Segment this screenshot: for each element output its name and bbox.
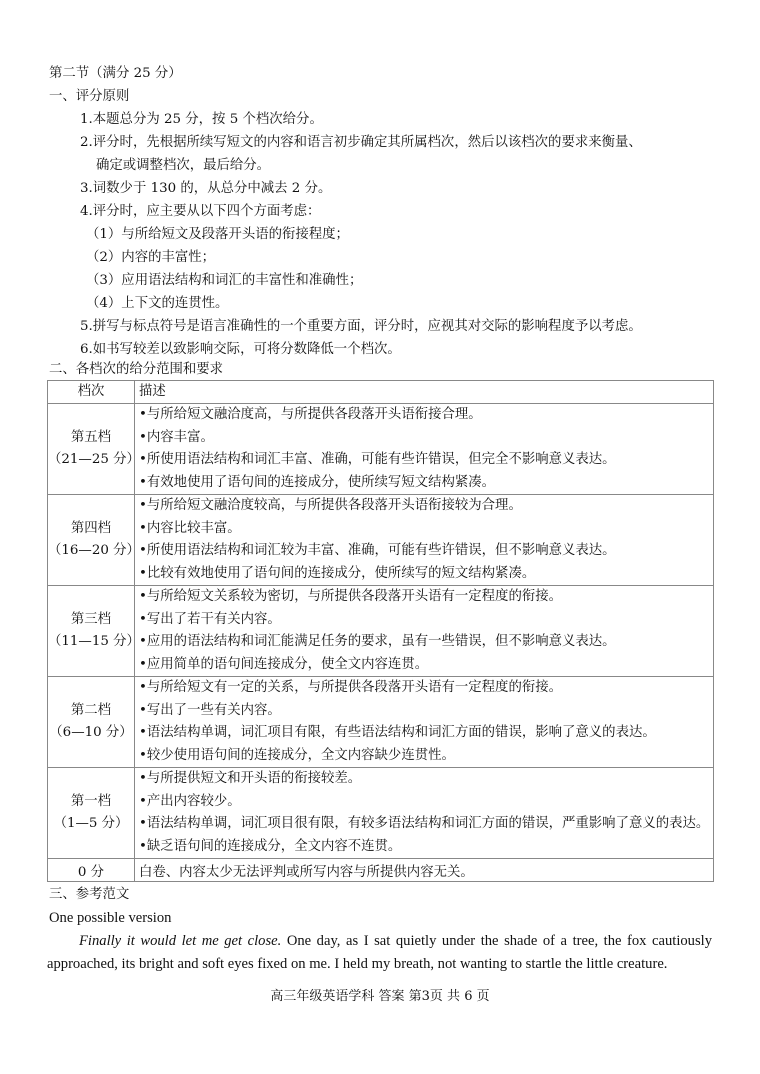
criterion: •内容比较丰富。 (139, 520, 241, 536)
description-cell (135, 404, 714, 495)
table-row (48, 586, 714, 677)
level-range: （16—20 分） (48, 543, 140, 558)
description-cell (135, 768, 714, 859)
criterion: •与所给短文有一定的关系，与所提供各段落开头语有一定程度的衔接。 (139, 680, 563, 695)
essay-body: One day, as I sat quietly under the shade of a tree, the fox cautiously approached, its bright and soft eyes fixed on me. I held my breath, not wanting to startle the little creature. (47, 933, 712, 972)
criterion: •语法结构单调，词汇项目很有限，有较多语法结构和词汇方面的错误，严重影响了意义的表达。 (139, 816, 710, 831)
table-row (48, 404, 714, 495)
level-range: （1—5 分） (53, 816, 129, 831)
table-row (48, 768, 714, 859)
criterion: •语法结构单调，词汇项目有限，有些语法结构和词汇方面的错误，影响了意义的表达。 (139, 725, 656, 740)
criterion: •应用简单的语句间连接成分，使全文内容连贯。 (139, 656, 429, 672)
essay-version-label: One possible version (49, 910, 172, 926)
rule-subitem: （1）与所给短文及段落开头语的衔接程度； (86, 227, 349, 242)
header-level: 档次 (48, 381, 135, 404)
criterion: •写出了若干有关内容。 (139, 611, 281, 627)
criterion: •较少使用语句间的连接成分，全文内容缺少连贯性。 (139, 747, 455, 763)
rule-subitem: （2）内容的丰富性； (86, 250, 216, 265)
table-header-row (48, 381, 714, 404)
criterion: •与所给短文关系较为密切，与所提供各段落开头语有一定程度的衔接。 (139, 589, 563, 604)
table-row (48, 495, 714, 586)
description-cell (135, 586, 714, 677)
criterion: •与所给短文融洽度较高，与所提供各段落开头语衔接较为合理。 (139, 498, 522, 513)
description-cell: 白卷、内容太少无法评判或所写内容与所提供内容无关。 (135, 859, 714, 882)
criterion: •应用的语法结构和词汇能满足任务的要求，虽有一些错误，但不影响意义表达。 (139, 634, 616, 649)
level-cell (48, 495, 140, 586)
level-name: 第一档 (70, 794, 112, 809)
essay-opening: Finally it would let me get close. (79, 933, 282, 949)
part1-heading: 一、评分原则 (49, 89, 130, 104)
criterion: •与所给短文融洽度高，与所提供各段落开头语衔接合理。 (139, 407, 482, 422)
criterion: •产出内容较少。 (139, 793, 241, 809)
description-cell (135, 495, 714, 586)
rule-item: 3.词数少于 130 的，从总分中减去 2 分。 (80, 181, 332, 196)
rule-item: 5.拼写与标点符号是语言准确性的一个重要方面，评分时，应视其对交际的影响程度予以考虑。 (80, 319, 642, 334)
level-range: （21—25 分） (48, 452, 140, 467)
level-cell: 0 分 (48, 859, 135, 882)
section-title: 第二节（满分 25 分） (49, 66, 182, 81)
rule-item: 2.评分时，先根据所续写短文的内容和语言初步确定其所属档次，然后以该档次的要求来衡量、 (80, 135, 642, 150)
rule-item: 4.评分时，应主要从以下四个方面考虑： (80, 204, 321, 219)
criterion: •所使用语法结构和词汇丰富、准确，可能有些许错误，但完全不影响意义表达。 (139, 452, 616, 467)
level-cell (48, 677, 135, 768)
criterion: •有效地使用了语句间的连接成分，使所续写短文结构紧凑。 (139, 474, 496, 490)
criterion: •与所提供短文和开头语的衔接较差。 (139, 771, 362, 786)
rule-item: 1.本题总分为 25 分，按 5 个档次给分。 (80, 112, 323, 127)
level-name: 第三档 (70, 612, 112, 627)
rule-subitem: （4）上下文的连贯性。 (86, 296, 229, 311)
level-range: （6—10 分） (49, 725, 133, 740)
level-range: （11—15 分） (48, 634, 140, 649)
part3-heading: 三、参考范文 (49, 887, 130, 902)
table-row (48, 677, 714, 768)
level-name: 第二档 (70, 703, 112, 718)
sample-essay (47, 930, 712, 976)
rule-subitem: （3）应用语法结构和词汇的丰富性和准确性； (86, 273, 363, 288)
page-footer: 高三年级英语学科 答案 第3页 共 6 页 (270, 989, 490, 1004)
criterion: •缺乏语句间的连接成分，全文内容不连贯。 (139, 838, 402, 854)
criterion: •所使用语法结构和词汇较为丰富、准确，可能有些许错误，但不影响意义表达。 (139, 543, 616, 558)
criterion: •内容丰富。 (139, 429, 214, 445)
table-row-zero (48, 859, 714, 882)
header-description: 描述 (135, 381, 714, 404)
level-cell (48, 586, 140, 677)
scoring-table (47, 380, 714, 882)
level-cell (48, 768, 135, 859)
level-cell (48, 404, 140, 495)
criterion: •写出了一些有关内容。 (139, 702, 281, 718)
rule-item: 6.如书写较差以致影响交际，可将分数降低一个档次。 (80, 342, 401, 357)
level-name: 第四档 (70, 521, 112, 536)
level-name: 第五档 (70, 430, 112, 445)
rule-item-continued: 确定或调整档次，最后给分。 (96, 158, 271, 173)
description-cell (135, 677, 714, 768)
criterion: •比较有效地使用了语句间的连接成分，使所续写的短文结构紧凑。 (139, 565, 536, 581)
part2-heading: 二、各档次的给分范围和要求 (49, 362, 224, 377)
